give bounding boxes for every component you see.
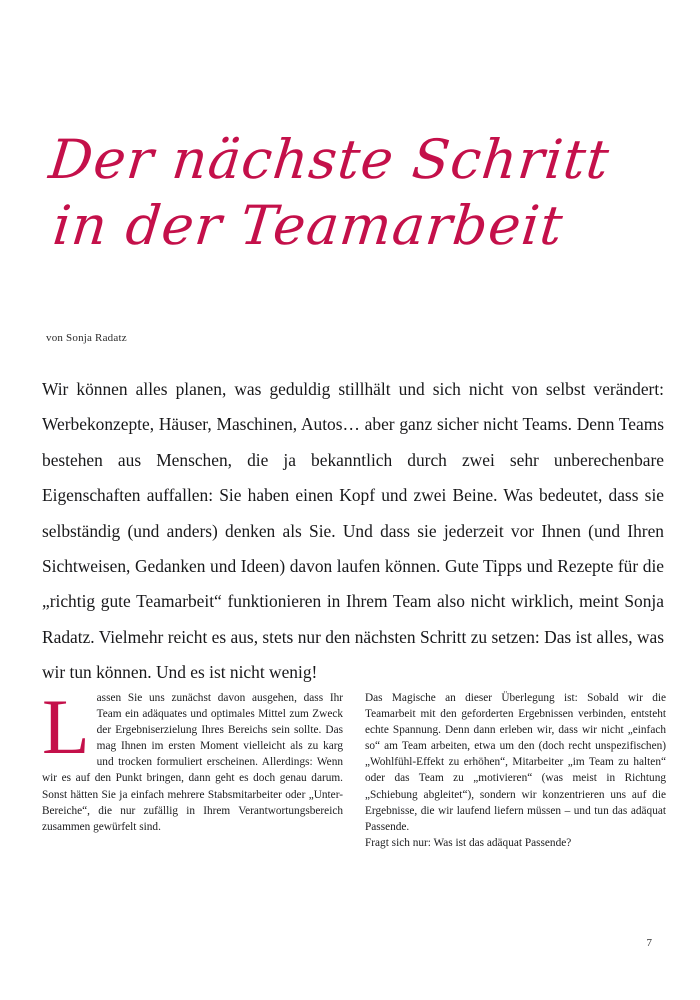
body-paragraph-left-1: Lassen Sie uns zunächst davon ausgehen, dass Ihr Team ein adäquates und optimales Mittel zum Zweck der Ergebniserzielung Ihres Bereichs sein sollte. Das mag Ihnen im ersten Moment vielleicht als zu karg und trocken formuliert erscheinen. Allerdings: Wenn wir es auf den Punkt bringen, dann geht es doch genau darum. Sonst hätten Sie ja einfach mehrere Stabsmitarbeiter oder „Unter-Bereiche“, die nur zufällig in Ihrem Verantwortungsbereich zusammen gewürfelt sind. [42, 683, 343, 833]
body-column-left [42, 683, 343, 851]
article-lead-paragraph: Wir können alles planen, was geduldig stillhält und sich nicht von selbst verändert: Werbekonzepte, Häuser, Maschinen, Autos… aber ganz sicher nicht Teams. Denn Teams bestehen aus Menschen, die ja bekanntlich durch zwei sehr unberechenbare Eigenschaften auffallen: Sie haben einen Kopf und zwei Beine. Was bedeutet, dass sie selbständig (und anders) denken als Sie. Und dass sie jederzeit vor Ihnen (und Ihren Sichtweisen, Gedanken und Ideen) davon laufen können. Gute Tipps und Rezepte für die „richtig gute Teamarbeit“ funktionieren in Ihrem Team also nicht wirklich, meint Sonja Radatz. Vielmehr reicht es aus, stets nur den nächsten Schritt zu setzen: Das ist alles, was wir tun können. Und es ist nicht wenig! [42, 379, 664, 683]
page-title-line-1: Der nächste Schritt [46, 128, 613, 191]
body-column-right [365, 690, 666, 851]
article-body-columns [42, 683, 666, 851]
page-number: 7 [646, 937, 652, 949]
body-paragraph-right-1: Das Magische an dieser Überlegung ist: Sobald wir die Teamarbeit mit den geforderten Ergebnissen verbinden, entsteht echte Spannung. Denn dann erleben wir, dass wir nicht „einfach so“ am Team arbeiten, etwa um den (doch recht unspezifischen) „Wohlfühl-Effekt zu erhöhen“, Mitarbeiter „im Team zu halten“ oder das Team zu „motivieren“ (was meist in Richtung „Schiebung abgleitet“), sondern wir konzentrieren uns auf die Ergebnisse, die wir laufend liefern müssen – und tun das adäquat Passende. [365, 692, 666, 833]
page-title [46, 128, 646, 258]
page-title-line-2: in der Teamarbeit [50, 194, 567, 257]
article-byline: von Sonja Radatz [46, 332, 127, 344]
body-paragraph-right-2: Fragt sich nur: Was ist das adäquat Passende? [365, 836, 572, 849]
